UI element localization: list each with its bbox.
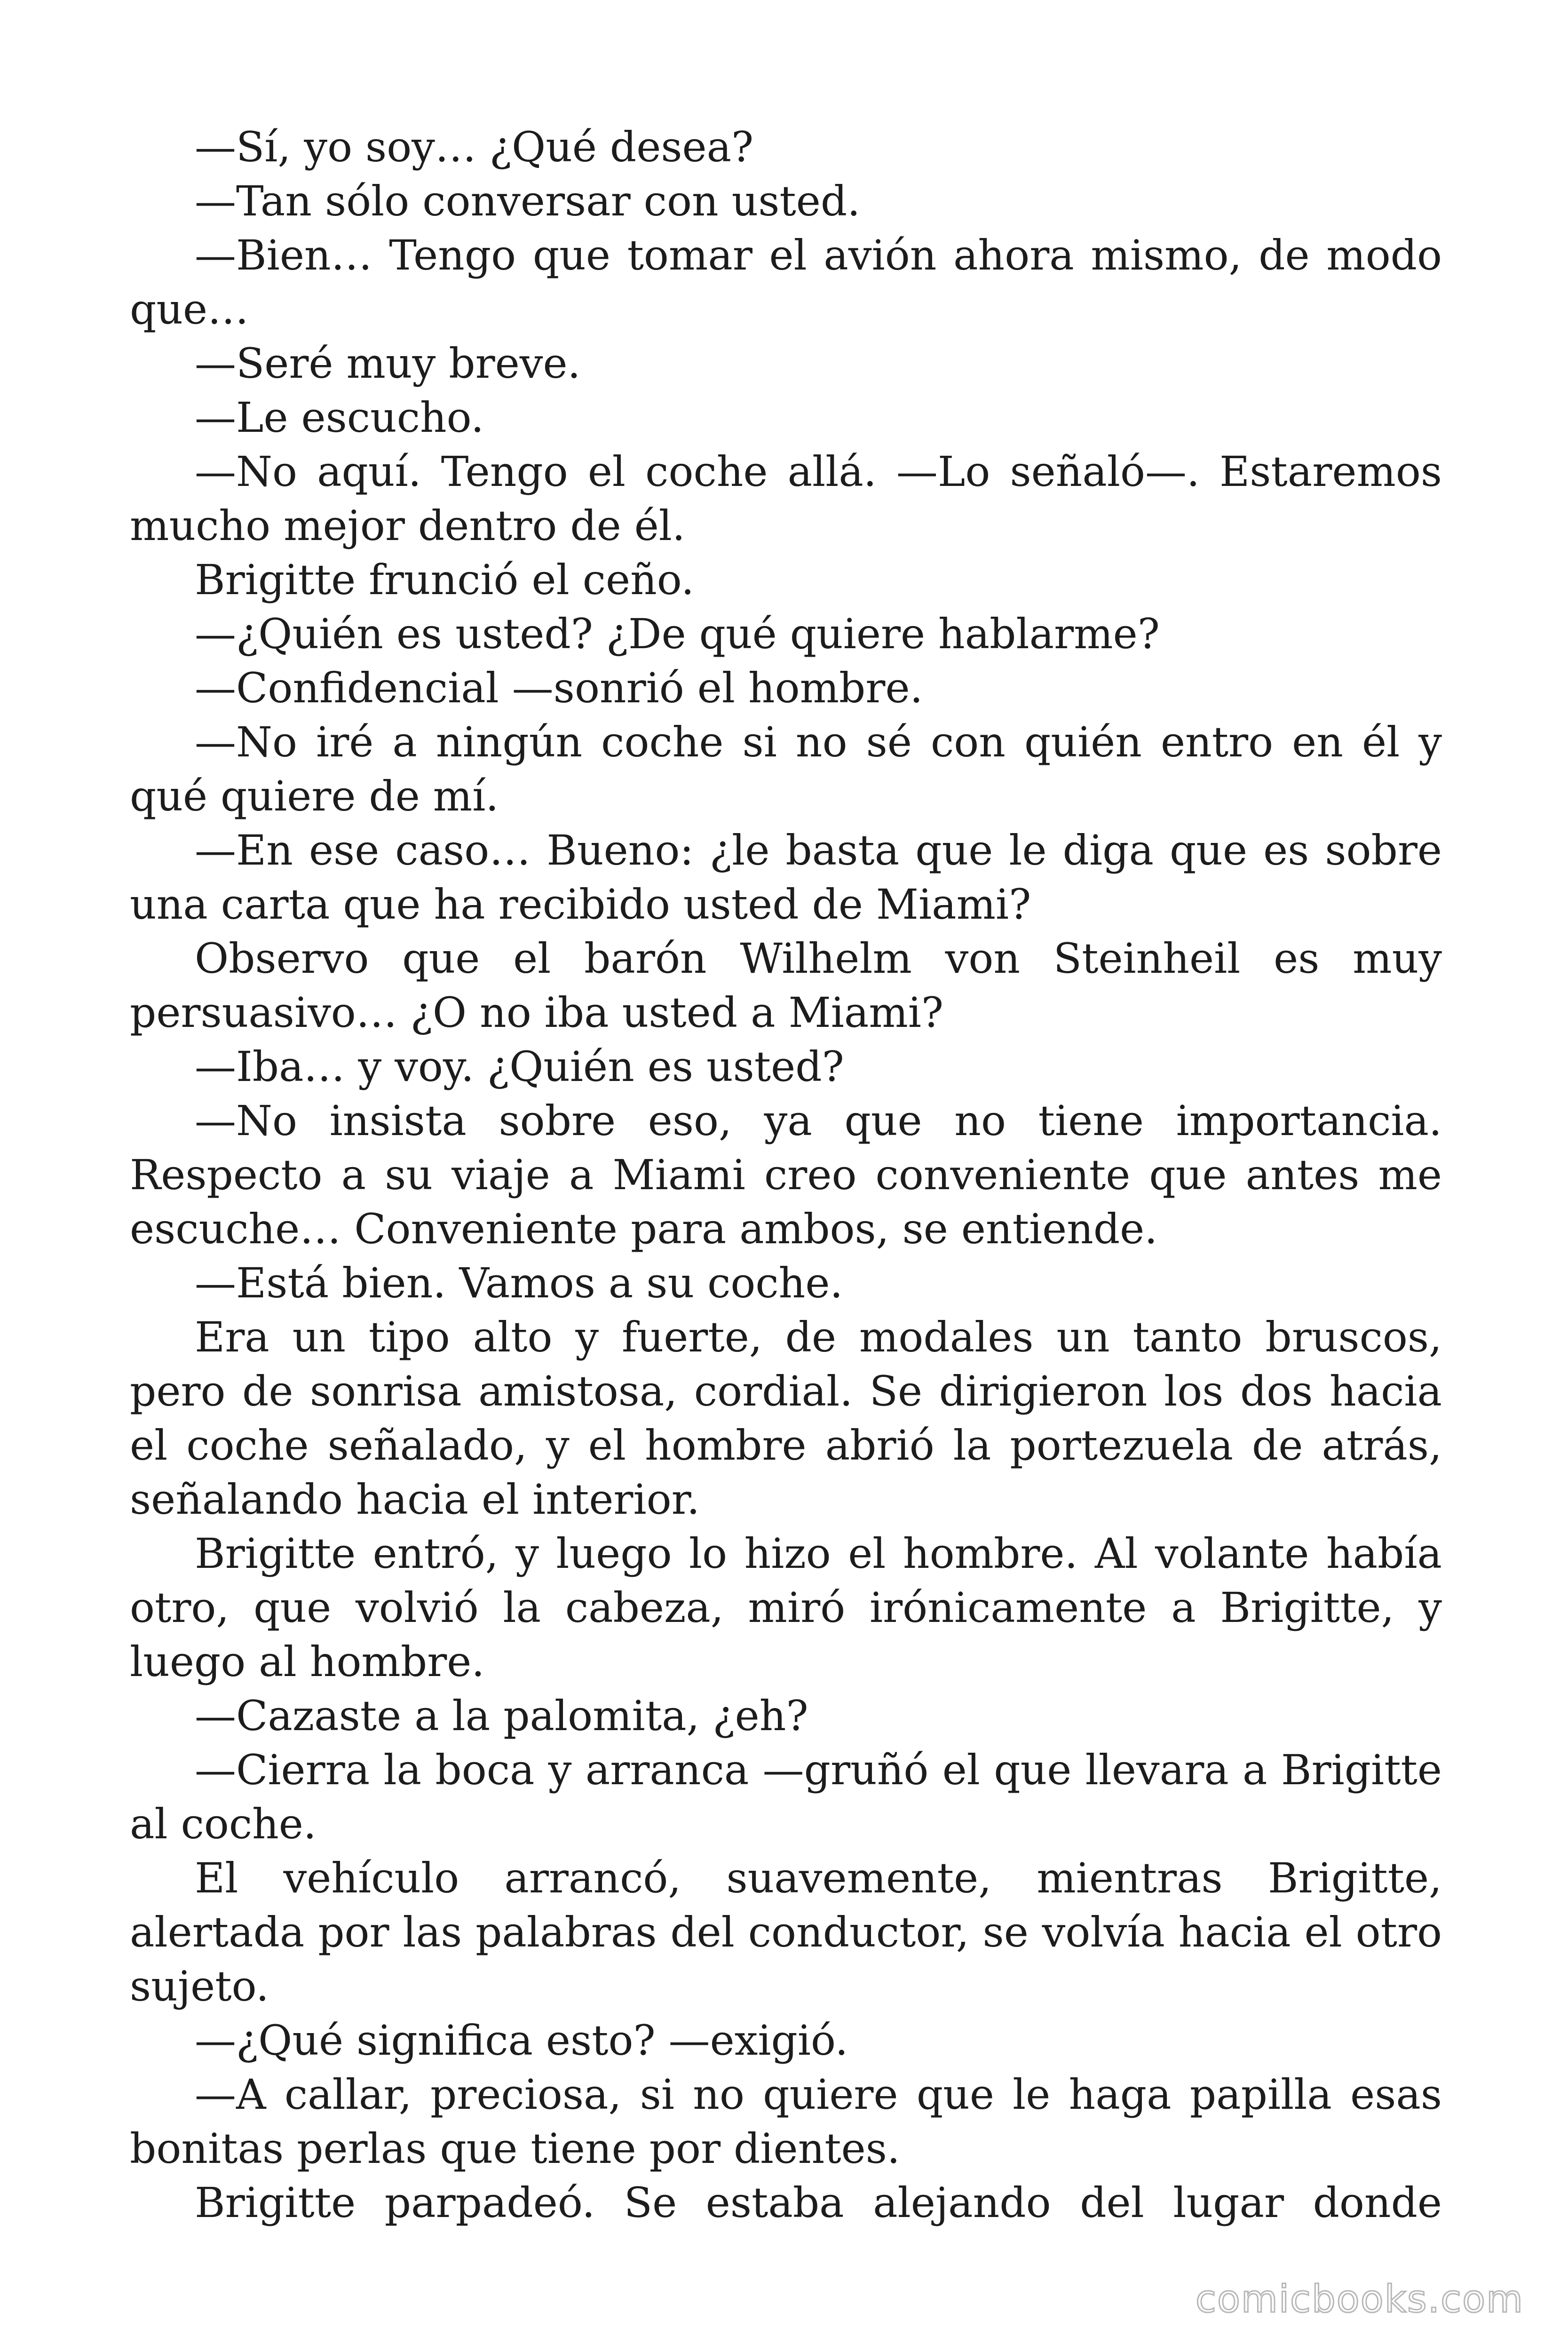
paragraph-continued: Brigitte parpadeó. Se estaba alejando del lugar donde xyxy=(195,2178,1442,2227)
paragraph: —En ese caso… Bueno: ¿le basta que le diga que es sobre una carta que ha recibido usted de Miami? xyxy=(130,826,1442,929)
paragraph: —Seré muy breve. xyxy=(195,339,581,388)
paragraph: —A callar, preciosa, si no quiere que le haga papilla esas bonitas perlas que tiene por dientes. xyxy=(130,2070,1442,2173)
paragraph: —¿Quién es usted? ¿De qué quiere hablarme? xyxy=(195,610,1160,658)
paragraph: El vehículo arrancó, suavemente, mientras Brigitte, alertada por las palabras del conductor, se volvía hacia el otro sujeto. xyxy=(130,1854,1442,2010)
page-body xyxy=(130,120,1442,2230)
paragraph: —¿Qué significa esto? —exigió. xyxy=(195,2016,848,2065)
paragraph: —Tan sólo conversar con usted. xyxy=(195,177,861,225)
paragraph: Era un tipo alto y fuerte, de modales un tanto bruscos, pero de sonrisa amistosa, cordial. Se dirigieron los dos hacia el coche señalado, y el hombre abrió la portezuela de atrás, señalando hacia el interior. xyxy=(130,1313,1442,1524)
paragraph: —Cazaste a la palomita, ¿eh? xyxy=(195,1692,808,1740)
paragraph: —Le escucho. xyxy=(195,393,484,442)
paragraph: —Confidencial —sonrió el hombre. xyxy=(195,664,923,712)
paragraph: —Cierra la boca y arranca —gruñó el que llevara a Brigitte al coche. xyxy=(130,1746,1442,1848)
paragraph: —No aquí. Tengo el coche allá. —Lo señaló—. Estaremos mucho mejor dentro de él. xyxy=(130,447,1442,550)
paragraph: —Sí, yo soy… ¿Qué desea? xyxy=(195,123,754,171)
paragraph: —No insista sobre eso, ya que no tiene importancia. Respecto a su viaje a Miami creo conveniente que antes me escuche… Conveniente para ambos, se entiende. xyxy=(130,1097,1442,1253)
paragraph: —Iba… y voy. ¿Quién es usted? xyxy=(195,1042,844,1091)
paragraph: Observo que el barón Wilhelm von Steinheil es muy persuasivo… ¿O no iba usted a Miami? xyxy=(130,934,1442,1037)
paragraph: Brigitte entró, y luego lo hizo el hombre. Al volante había otro, que volvió la cabeza, miró irónicamente a Brigitte, y luego al hombre. xyxy=(130,1529,1442,1686)
watermark: comicbooks.com xyxy=(1195,2277,1524,2321)
paragraph: Brigitte frunció el ceño. xyxy=(195,556,695,604)
paragraph: —Bien… Tengo que tomar el avión ahora mismo, de modo que… xyxy=(130,231,1442,334)
paragraph: —Está bien. Vamos a su coche. xyxy=(195,1259,843,1307)
paragraph: —No iré a ningún coche si no sé con quién entro en él y qué quiere de mí. xyxy=(130,718,1442,820)
